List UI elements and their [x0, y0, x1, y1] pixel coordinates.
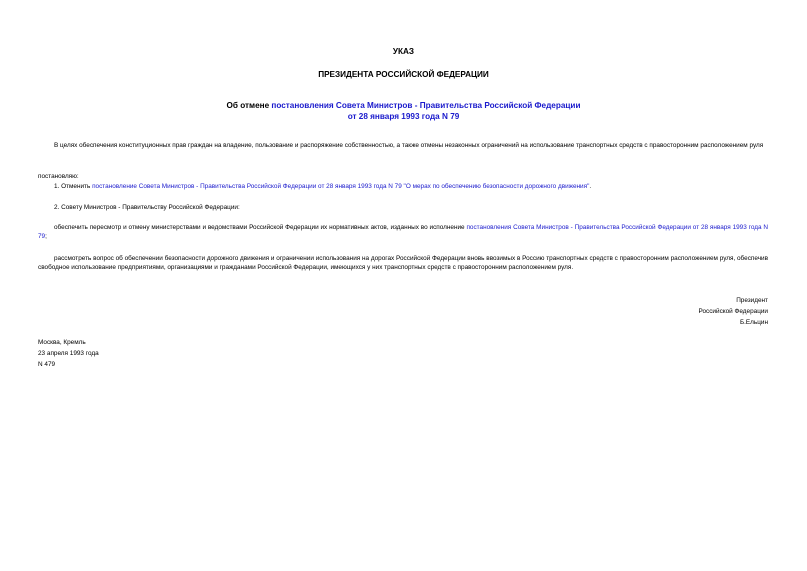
signature-country: Российской Федерации	[698, 308, 768, 315]
heading-link-line2[interactable]: от 28 января 1993 года N 79	[347, 112, 460, 121]
item-1-suffix: .	[589, 183, 592, 190]
document-heading	[150, 100, 657, 122]
item-2a-paragraph	[38, 223, 768, 242]
heading-link-line1[interactable]: постановления Совета Министров - Правительства Российской Федерации	[271, 101, 581, 110]
preamble-text: В целях обеспечения конституционных прав граждан на владение, пользование и распоряжение собственностью, а также отмены незаконных ограничений на использование транспортных средств с правосторонним расположением руля	[54, 142, 764, 149]
item-2a-suffix: ;	[45, 233, 47, 241]
item-1-paragraph	[38, 182, 768, 191]
document-title: УКАЗ	[392, 47, 415, 56]
decree-word: постановляю:	[38, 173, 79, 180]
item-2-paragraph	[38, 203, 768, 212]
item-2b-paragraph	[38, 254, 768, 273]
heading-link[interactable]	[271, 101, 580, 121]
item-2b-text: рассмотреть вопрос об обеспечении безопасности дорожного движения и ограничении использования на дорогах Российской Федерации вновь ввозимых в Россию транспортных средств с правосторонним расположением руля, обеспечив свободное использование предприятиями, организациями и гражданами Российской Федерации, имеющихся у них транспортных средств с правосторонним расположением руля.	[38, 255, 768, 272]
item-2-text: 2. Совету Министров - Правительству Российской Федерации:	[54, 204, 240, 211]
place-date-block	[38, 337, 99, 370]
document-subtitle: ПРЕЗИДЕНТА РОССИЙСКОЙ ФЕДЕРАЦИИ	[318, 70, 489, 79]
document-number: N 479	[38, 361, 56, 368]
item-2a-prefix: обеспечить пересмотр и отмену министерствами и ведомствами Российской Федерации их нормативных актов, изданных во исполнение	[54, 224, 467, 231]
signature-block	[568, 295, 768, 328]
preamble-paragraph	[38, 141, 768, 150]
heading-prefix: Об отмене	[226, 101, 272, 110]
item-1-prefix: 1. Отменить	[54, 183, 93, 190]
decree-word-paragraph	[38, 172, 768, 181]
place-city: Москва, Кремль	[38, 339, 86, 346]
place-date: 23 апреля 1993 года	[38, 350, 99, 357]
signature-title: Президент	[736, 297, 768, 304]
item-2a-link[interactable]: постановления Совета Министров - Правительства Российской Федерации от 28 января 1993 года N 79	[38, 224, 768, 241]
item-1-link[interactable]: постановление Совета Министров - Правительства Российской Федерации от 28 января 1993 года N 79 "О мерах по обеспечению безопасности дорожного движения"	[92, 183, 590, 190]
signature-name: Б.Ельцин	[739, 319, 768, 326]
